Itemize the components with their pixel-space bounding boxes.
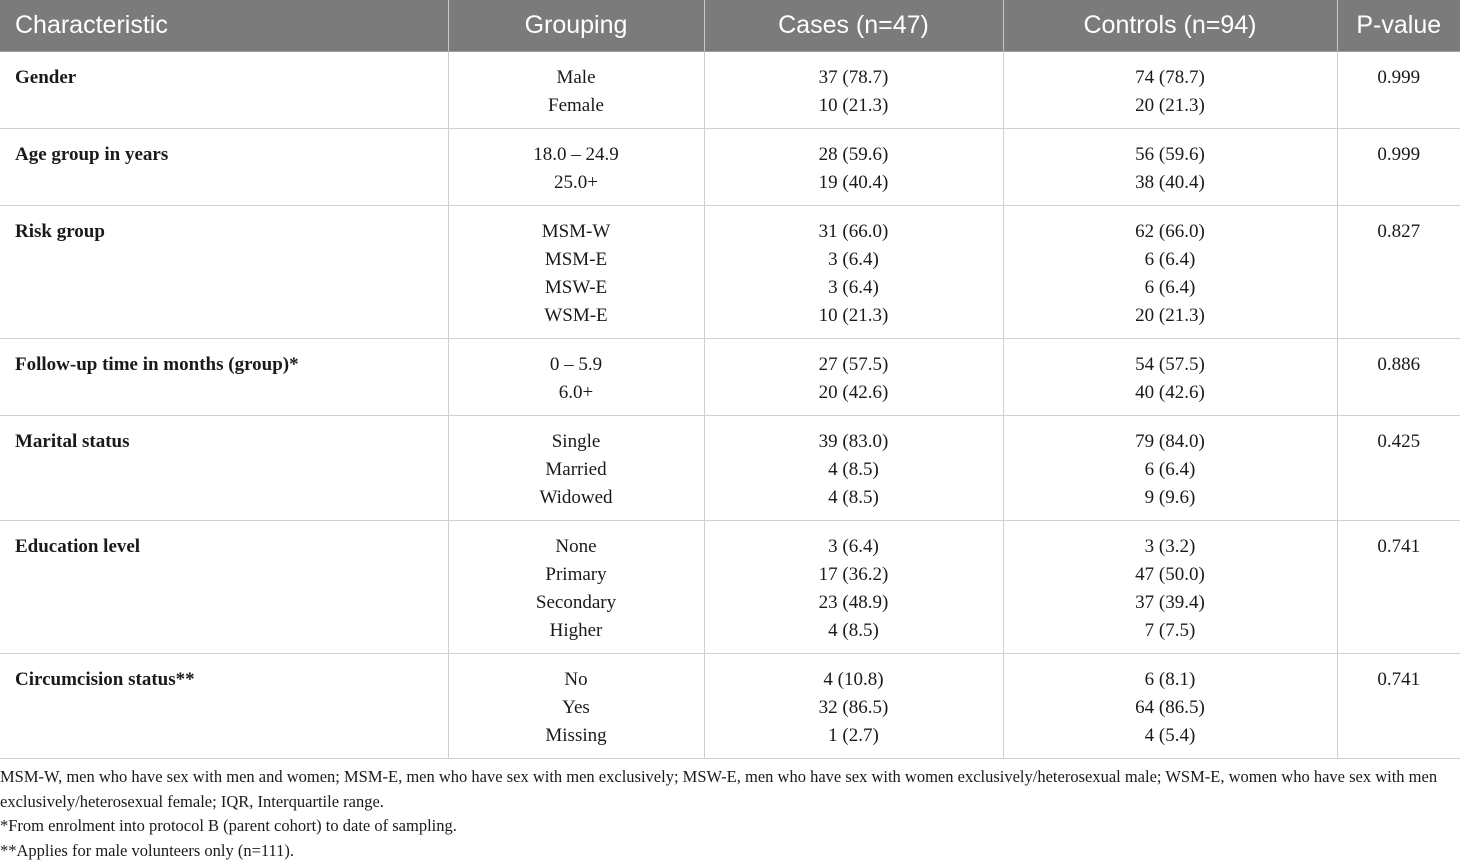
grouping-value: 0 – 5.9 [549,354,603,375]
grouping-cell [448,521,704,654]
cases-value: 37 (78.7) [818,67,889,88]
controls-value: 6 (6.4) [1144,249,1196,270]
grouping-value: MSW-E [544,277,608,298]
cases-value: 4 (8.5) [828,459,879,480]
grouping-value: Married [545,459,607,480]
grouping-value: Higher [549,620,603,641]
cases-cell [704,52,1003,129]
cases-value: 10 (21.3) [818,305,889,326]
cases-value: 39 (83.0) [818,431,889,452]
controls-cell [1003,129,1337,206]
controls-value: 20 (21.3) [1135,305,1205,326]
table-row [0,416,1460,521]
table-row [0,129,1460,206]
controls-value: 64 (86.5) [1135,697,1205,718]
cases-value: 4 (10.8) [823,669,884,690]
grouping-value: Secondary [535,592,617,613]
grouping-cell [448,339,704,416]
cases-value: 1 (2.7) [828,725,879,746]
p-value-cell: 0.741 [1337,654,1460,759]
footnote-follow-up: *From enrolment into protocol B (parent cohort) to date of sampling. [0,816,457,835]
cases-cell [704,654,1003,759]
table-body [0,52,1460,759]
cases-value: 3 (6.4) [828,536,879,557]
grouping-value: Missing [545,725,607,746]
p-value-cell: 0.827 [1337,206,1460,339]
cases-cell [704,339,1003,416]
cases-value: 32 (86.5) [818,697,889,718]
grouping-value: 6.0+ [558,382,594,403]
grouping-value: 25.0+ [554,172,598,193]
controls-value: 4 (5.4) [1144,725,1196,746]
controls-value: 56 (59.6) [1135,144,1205,165]
characteristic-cell: Risk group [0,206,448,339]
characteristic-cell: Age group in years [0,129,448,206]
grouping-value: Female [548,95,604,116]
controls-value: 3 (3.2) [1144,536,1196,557]
controls-value: 6 (8.1) [1144,669,1196,690]
footnote-circumcision: **Applies for male volunteers only (n=111). [0,840,295,860]
grouping-value: 18.0 – 24.9 [533,144,619,165]
characteristic-cell: Circumcision status** [0,654,448,759]
header-characteristic: Characteristic [0,0,448,52]
cases-value: 4 (8.5) [828,487,879,508]
grouping-value: Yes [562,697,590,718]
p-value-cell: 0.999 [1337,129,1460,206]
cases-value: 3 (6.4) [828,249,879,270]
cases-cell [704,129,1003,206]
cases-cell [704,521,1003,654]
p-value-cell: 0.425 [1337,416,1460,521]
cases-value: 28 (59.6) [818,144,889,165]
cases-value: 27 (57.5) [818,354,889,375]
controls-value: 38 (40.4) [1135,172,1205,193]
cases-value: 3 (6.4) [828,277,879,298]
header-row [0,0,1460,52]
header-grouping: Grouping [448,0,704,52]
table-row [0,206,1460,339]
controls-value: 62 (66.0) [1135,221,1205,242]
characteristic-cell: Marital status [0,416,448,521]
grouping-cell [448,129,704,206]
header-controls: Controls (n=94) [1003,0,1337,52]
footnote-abbreviations: MSM-W, men who have sex with men and women; MSM-E, men who have sex with men exclusively; MSW-E, men who have sex with women exclusively/heterosexual male; WSM-E, women who have sex with men exclusively/heterosexual female; IQR, Interquartile range. [0,767,1438,811]
grouping-value: MSM-E [544,249,608,270]
controls-value: 74 (78.7) [1135,67,1205,88]
characteristic-cell: Gender [0,52,448,129]
cases-value: 4 (8.5) [828,620,879,641]
controls-value: 20 (21.3) [1135,95,1205,116]
controls-value: 40 (42.6) [1135,382,1205,403]
p-value-cell: 0.741 [1337,521,1460,654]
p-value-cell: 0.999 [1337,52,1460,129]
cases-cell [704,206,1003,339]
characteristic-cell: Follow-up time in months (group)* [0,339,448,416]
table-row [0,654,1460,759]
table-footnotes [0,765,1460,863]
controls-value: 37 (39.4) [1135,592,1205,613]
controls-cell [1003,52,1337,129]
cases-value: 20 (42.6) [818,382,889,403]
grouping-cell [448,206,704,339]
header-cases: Cases (n=47) [704,0,1003,52]
controls-value: 54 (57.5) [1135,354,1205,375]
grouping-value: WSM-E [544,305,608,326]
grouping-value: Single [551,431,601,452]
controls-cell [1003,339,1337,416]
table-row [0,339,1460,416]
grouping-value: No [564,669,588,690]
grouping-value: Male [556,67,596,88]
cases-value: 23 (48.9) [818,592,889,613]
characteristic-cell: Education level [0,521,448,654]
controls-cell [1003,416,1337,521]
controls-value: 47 (50.0) [1135,564,1205,585]
controls-value: 79 (84.0) [1135,431,1205,452]
controls-cell [1003,654,1337,759]
cases-value: 31 (66.0) [818,221,889,242]
cases-cell [704,416,1003,521]
grouping-cell [448,654,704,759]
controls-value: 6 (6.4) [1144,459,1196,480]
cases-value: 19 (40.4) [818,172,889,193]
grouping-cell [448,52,704,129]
grouping-value: None [555,536,597,557]
controls-cell [1003,521,1337,654]
table-row [0,521,1460,654]
controls-cell [1003,206,1337,339]
grouping-value: MSM-W [541,221,611,242]
controls-value: 7 (7.5) [1144,620,1196,641]
controls-value: 9 (9.6) [1144,487,1196,508]
cases-value: 17 (36.2) [818,564,889,585]
grouping-value: Widowed [539,487,613,508]
controls-value: 6 (6.4) [1144,277,1196,298]
grouping-value: Primary [545,564,607,585]
table-header [0,0,1460,52]
table-row [0,52,1460,129]
grouping-cell [448,416,704,521]
p-value-cell: 0.886 [1337,339,1460,416]
cases-value: 10 (21.3) [818,95,889,116]
header-p-value: P-value [1337,0,1460,52]
